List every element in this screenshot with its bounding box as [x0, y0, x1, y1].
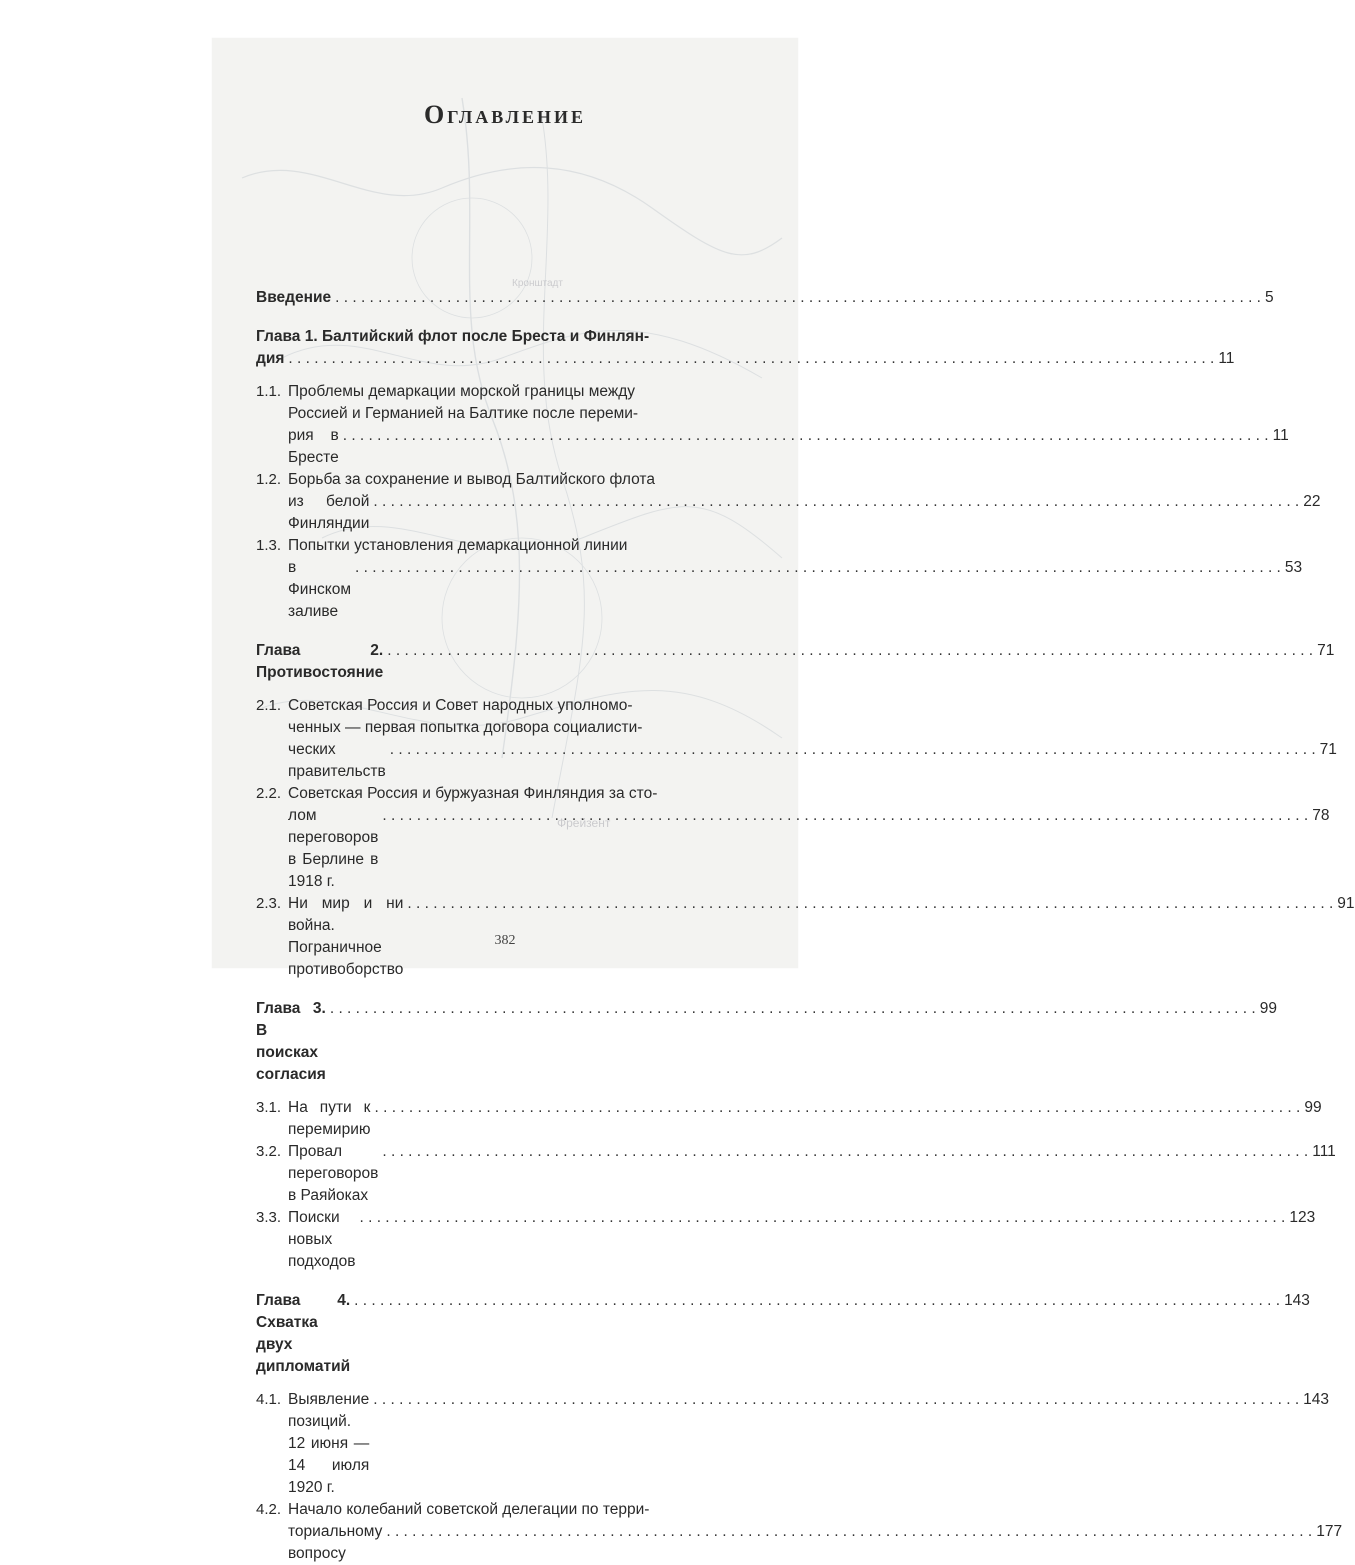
- section-number: 1.1.: [256, 383, 282, 400]
- page-number: 11: [1272, 427, 1289, 444]
- entry-title: из белой Финляндии: [288, 493, 370, 532]
- page-number: 71: [1317, 642, 1335, 659]
- dot-leader: [288, 348, 1214, 370]
- section-number: 1.3.: [256, 537, 282, 554]
- section-number: 1.2.: [256, 471, 282, 488]
- entry-title: Провал переговоров в Раяйоках: [288, 1143, 379, 1204]
- entry-title: ториальному вопросу: [288, 1523, 383, 1562]
- entry-title-line: Советская Россия и буржуазная Финляндия за сто-: [288, 785, 658, 802]
- entry-title: Глава 4. Схватка двух дипломатий: [256, 1292, 351, 1375]
- dot-leader: [386, 1521, 1312, 1543]
- entry-title: Глава 3. В поисках согласия: [256, 1000, 326, 1083]
- section-number: 4.1.: [256, 1391, 282, 1408]
- section-number: 4.2.: [256, 1501, 282, 1518]
- dot-leader: [407, 893, 1333, 915]
- page-number: 99: [1304, 1099, 1322, 1116]
- dot-leader: [373, 491, 1299, 513]
- section-number: 3.1.: [256, 1099, 282, 1116]
- toc-entry-section-1-2[interactable]: [256, 469, 1321, 535]
- entry-title: ческих правительств: [288, 741, 386, 780]
- page-number: 78: [1312, 807, 1330, 824]
- dot-leader: [390, 739, 1316, 761]
- entry-title: Выявление позиций. 12 июня — 14 июля 1920 г.: [288, 1391, 370, 1496]
- book-page: [212, 38, 1355, 1562]
- entry-title-line: Советская Россия и Совет народных уполномо-: [288, 697, 633, 714]
- page-number: 143: [1303, 1391, 1330, 1408]
- toc-entry-chapter-4[interactable]: [256, 1290, 1310, 1378]
- dot-leader: [382, 1141, 1308, 1163]
- dot-leader: [382, 805, 1308, 827]
- page-number: 111: [1312, 1143, 1336, 1160]
- toc-entry-section-3-3[interactable]: [256, 1207, 1316, 1273]
- toc-entry-intro[interactable]: [256, 287, 1274, 309]
- entry-title: На пути к перемирию: [288, 1099, 371, 1138]
- entry-title-line: Борьба за сохранение и вывод Балтийского флота: [288, 471, 655, 488]
- entry-title-line: Глава 1. Балтийский флот после Бреста и Финлян-: [256, 328, 650, 345]
- entry-title-line: Россией и Германией на Балтике после переми-: [288, 405, 639, 422]
- page-number: 71: [1319, 741, 1337, 758]
- toc-entry-section-3-2[interactable]: [256, 1141, 1336, 1207]
- watermark-label: Фрейзент: [557, 816, 611, 830]
- section-number: 3.2.: [256, 1143, 282, 1160]
- toc-entry-section-2-2[interactable]: [256, 783, 1330, 893]
- entry-title: лом переговоров в Берлине в 1918 г.: [288, 807, 379, 890]
- page-number: 91: [1337, 895, 1355, 912]
- dot-leader: [373, 1389, 1299, 1411]
- toc-entry-section-2-1[interactable]: [256, 695, 1337, 783]
- entry-title-line: Начало колебаний советской делегации по терри-: [288, 1501, 650, 1518]
- toc-entry-section-4-1[interactable]: [256, 1389, 1330, 1499]
- toc-entry-section-4-2[interactable]: [256, 1499, 1343, 1565]
- dot-leader: [387, 640, 1313, 662]
- dot-leader: [355, 557, 1281, 579]
- page-title: Оглавление: [423, 100, 587, 129]
- entry-title: Ни мир и ни война. Пограничное противоборство: [288, 895, 404, 978]
- toc-entry-section-1-3[interactable]: [256, 535, 1303, 623]
- entry-title-line: Попытки установления демаркационной линии: [288, 537, 628, 554]
- dot-leader: [374, 1097, 1300, 1119]
- page-number: 11: [1218, 350, 1235, 367]
- dot-leader: [359, 1207, 1285, 1229]
- page-number: 22: [1303, 493, 1321, 510]
- entry-title: Введение: [256, 289, 332, 306]
- page-number: 177: [1316, 1523, 1343, 1540]
- entry-title-line: ченных — первая попытка договора социалисти-: [288, 719, 643, 736]
- dot-leader: [330, 998, 1256, 1020]
- watermark-label: Кронштадт: [512, 278, 563, 289]
- toc-entry-section-1-1[interactable]: [256, 381, 1289, 469]
- toc-entry-section-3-1[interactable]: [256, 1097, 1322, 1141]
- entry-title: дия: [256, 350, 285, 367]
- entry-title: Поиски новых подходов: [288, 1209, 356, 1270]
- dot-leader: [354, 1290, 1280, 1312]
- page-number: 99: [1259, 1000, 1277, 1017]
- toc-entry-chapter-3[interactable]: [256, 998, 1277, 1086]
- page-number: 143: [1284, 1292, 1310, 1309]
- dot-leader: [343, 425, 1269, 447]
- page-folio: 382: [494, 933, 516, 948]
- entry-title: в Финском заливе: [288, 559, 351, 620]
- page-number: 123: [1289, 1209, 1316, 1226]
- entry-title: Глава 2. Противостояние: [256, 642, 384, 681]
- toc-entry-chapter-2[interactable]: [256, 640, 1335, 684]
- section-number: 2.2.: [256, 785, 282, 802]
- entry-title-line: Проблемы демаркации морской границы между: [288, 383, 636, 400]
- entry-title: рия в Бресте: [288, 427, 339, 466]
- section-number: 2.3.: [256, 895, 282, 912]
- page-number: 5: [1265, 289, 1274, 306]
- section-number: 3.3.: [256, 1209, 282, 1226]
- section-number: 2.1.: [256, 697, 282, 714]
- table-of-contents: [256, 287, 1355, 1565]
- dot-leader: [335, 287, 1261, 309]
- toc-entry-chapter-1[interactable]: [256, 326, 1235, 370]
- page-number: 53: [1284, 559, 1303, 576]
